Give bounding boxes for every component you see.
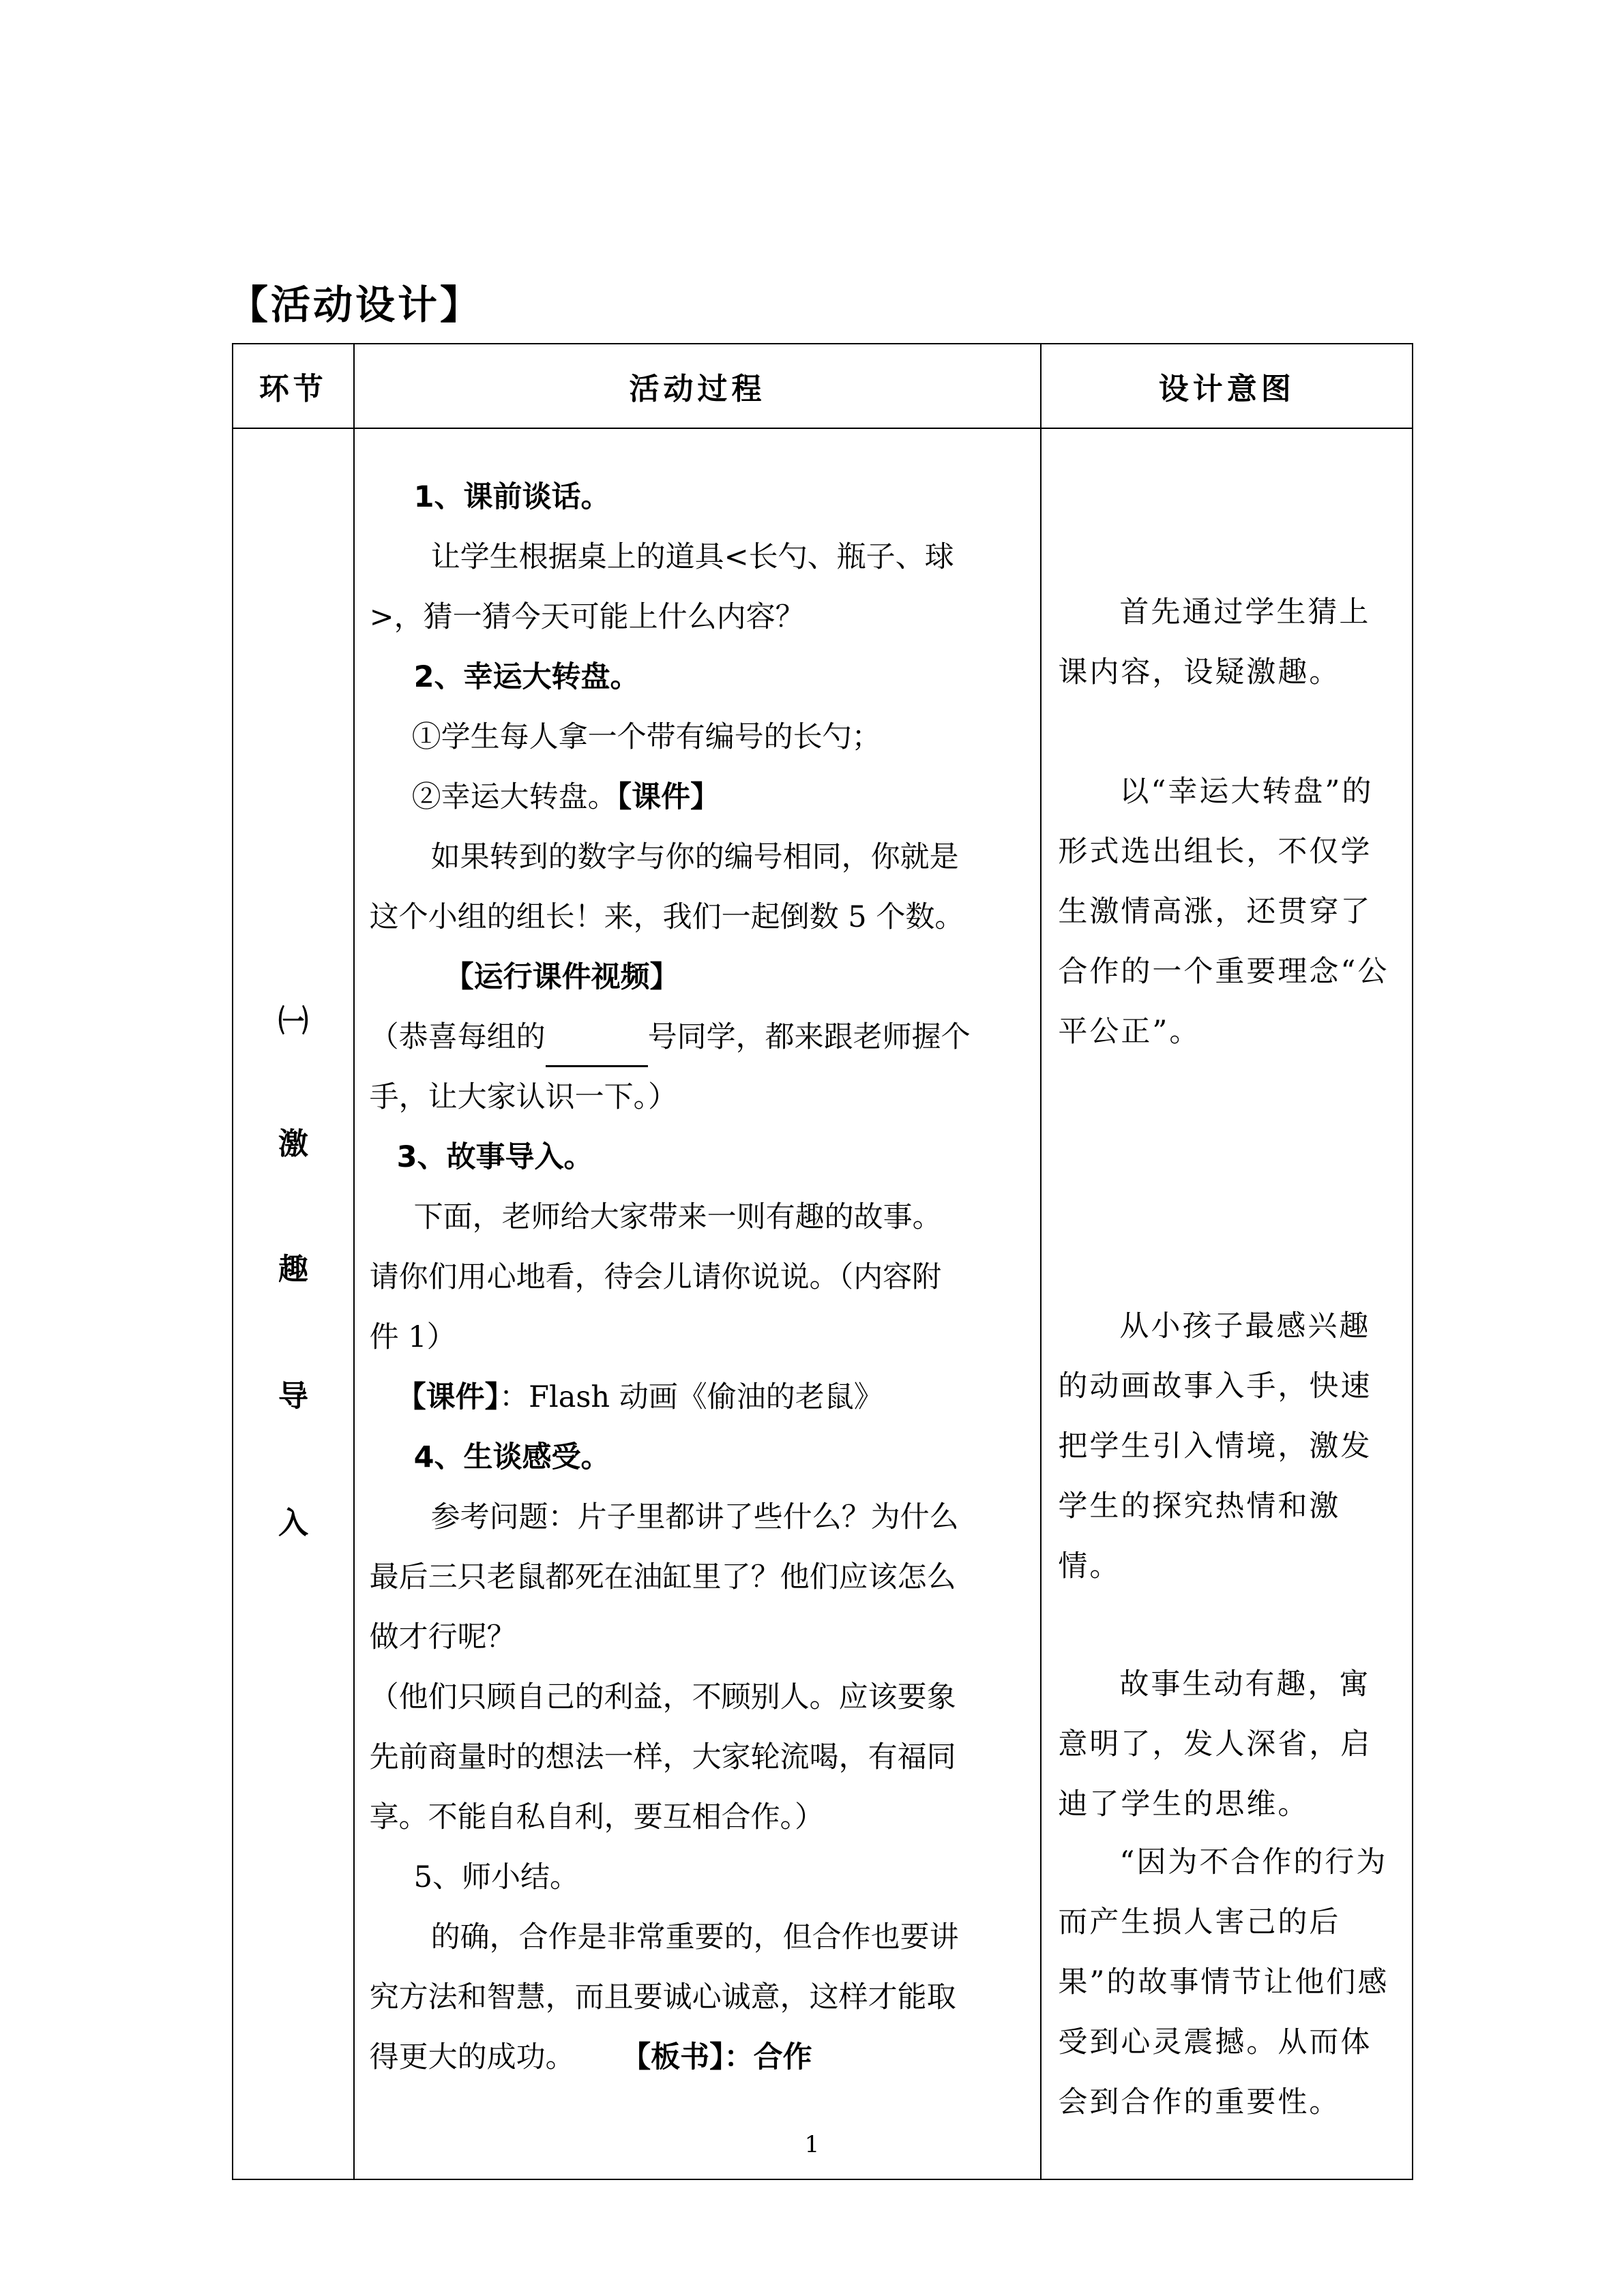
step-3-tag: 【课件】 — [396, 1380, 500, 1414]
intent-cell — [1041, 428, 1413, 2179]
stage-cell — [233, 428, 354, 2179]
step-5-line-3 — [370, 2027, 1027, 2087]
step-2-note-line-2: 手，让大家认识一下。） — [369, 1080, 678, 1114]
step-4-line-3: 做才行呢？ — [369, 1620, 516, 1654]
step-2-note-line-1 — [370, 1007, 1027, 1067]
page-number: 1 — [804, 2131, 820, 2158]
activity-design-table — [232, 343, 1413, 2180]
step-5-line-2: 究方法和智慧，而且要诚心诚意，这样才能取 — [369, 1980, 956, 2014]
stage-char-1: 激 — [278, 1127, 308, 1161]
step-2-note-b: 号同学，都来跟老师握个 — [647, 1020, 971, 1054]
step-1-line-1: 让学生根据桌上的道具<长勺、瓶子、球 — [430, 540, 954, 574]
intent-paragraph-1: 首先通过学生猜上课内容，设疑激趣。 — [1058, 595, 1371, 689]
step-2-item-1: ①学生每人拿一个带有编号的长勺； — [411, 720, 881, 754]
stage-number: ㈠ — [278, 1004, 308, 1039]
stage-char-3: 导 — [278, 1379, 308, 1414]
header-intent: 设计意图 — [1041, 344, 1413, 428]
step-3-title: 3、故事导入。 — [396, 1140, 593, 1174]
step-1-line-2: >，猜一猜今天可能上什么内容？ — [369, 600, 805, 634]
step-4-answer-3: 享。不能自私自利，要互相合作。） — [369, 1800, 825, 1834]
step-4-line-2: 最后三只老鼠都死在油缸里了？他们应该怎么 — [369, 1560, 956, 1594]
board-tag: 【板书】：合作 — [636, 2040, 812, 2074]
header-stage: 环节 — [233, 344, 354, 428]
step-4-answer-1: （他们只顾自己的利益，不顾别人。应该要象 — [369, 1680, 956, 1714]
step-3-courseware — [370, 1367, 1027, 1427]
step-3-line-3: 件 1） — [369, 1320, 456, 1354]
run-video-tag: 【运行课件视频】 — [444, 960, 679, 994]
intent-paragraph-5: “因为不合作的行为而产生损人害己的后果”的故事情节让他们感受到心灵震撼。从而体会到合作的重要性。 — [1058, 1845, 1389, 2119]
step-3-line-2: 请你们用心地看，待会儿请你说说。（内容附 — [369, 1260, 942, 1294]
step-4-answer-2: 先前商量时的想法一样，大家轮流喝，有福同 — [369, 1740, 956, 1774]
fill-blank — [546, 1035, 648, 1067]
step-2-line-2: 这个小组的组长！来，我们一起倒数 5 个数。 — [369, 900, 964, 934]
step-3-tag-text: ：Flash 动画《偷油的老鼠》 — [499, 1380, 883, 1414]
stage-char-2: 趣 — [278, 1252, 308, 1287]
stage-char-4: 入 — [278, 1506, 308, 1540]
step-3-line-1: 下面，老师给大家带来一则有趣的故事。 — [413, 1200, 942, 1234]
intent-paragraph-3: 从小孩子最感兴趣的动画故事入手，快速把学生引入情境，激发学生的探究热情和激情。 — [1058, 1309, 1372, 1583]
step-5-line-3-text: 得更大的成功。 — [369, 2040, 575, 2074]
step-2-note-a: （恭喜每组的 — [369, 1020, 546, 1054]
process-cell — [354, 428, 1042, 2179]
header-process: 活动过程 — [354, 344, 1042, 428]
intent-paragraph-2: 以“幸运大转盘”的形式选出组长，不仅学生激情高涨，还贯穿了合作的一个重要理念“公平公正”。 — [1058, 775, 1389, 1049]
step-2-item-2 — [370, 767, 1027, 827]
step-1-title: 1、课前谈话。 — [413, 480, 610, 514]
intent-paragraph-4: 故事生动有趣，寓意明了，发人深省，启迪了学生的思维。 — [1058, 1667, 1372, 1821]
section-heading: 【活动设计】 — [228, 282, 483, 328]
step-2-title: 2、幸运大转盘。 — [413, 660, 640, 694]
step-5-line-1: 的确，合作是非常重要的，但合作也要讲 — [430, 1920, 959, 1954]
step-5-title: 5、师小结。 — [413, 1860, 579, 1894]
step-4-line-1: 参考问题：片子里都讲了些什么？为什么 — [430, 1500, 959, 1534]
step-4-title: 4、生谈感受。 — [413, 1440, 610, 1474]
step-2-line-1: 如果转到的数字与你的编号相同，你就是 — [430, 840, 959, 874]
courseware-tag: 【课件】 — [617, 780, 720, 814]
step-2-item-2-text: ②幸运大转盘。 — [411, 780, 617, 814]
